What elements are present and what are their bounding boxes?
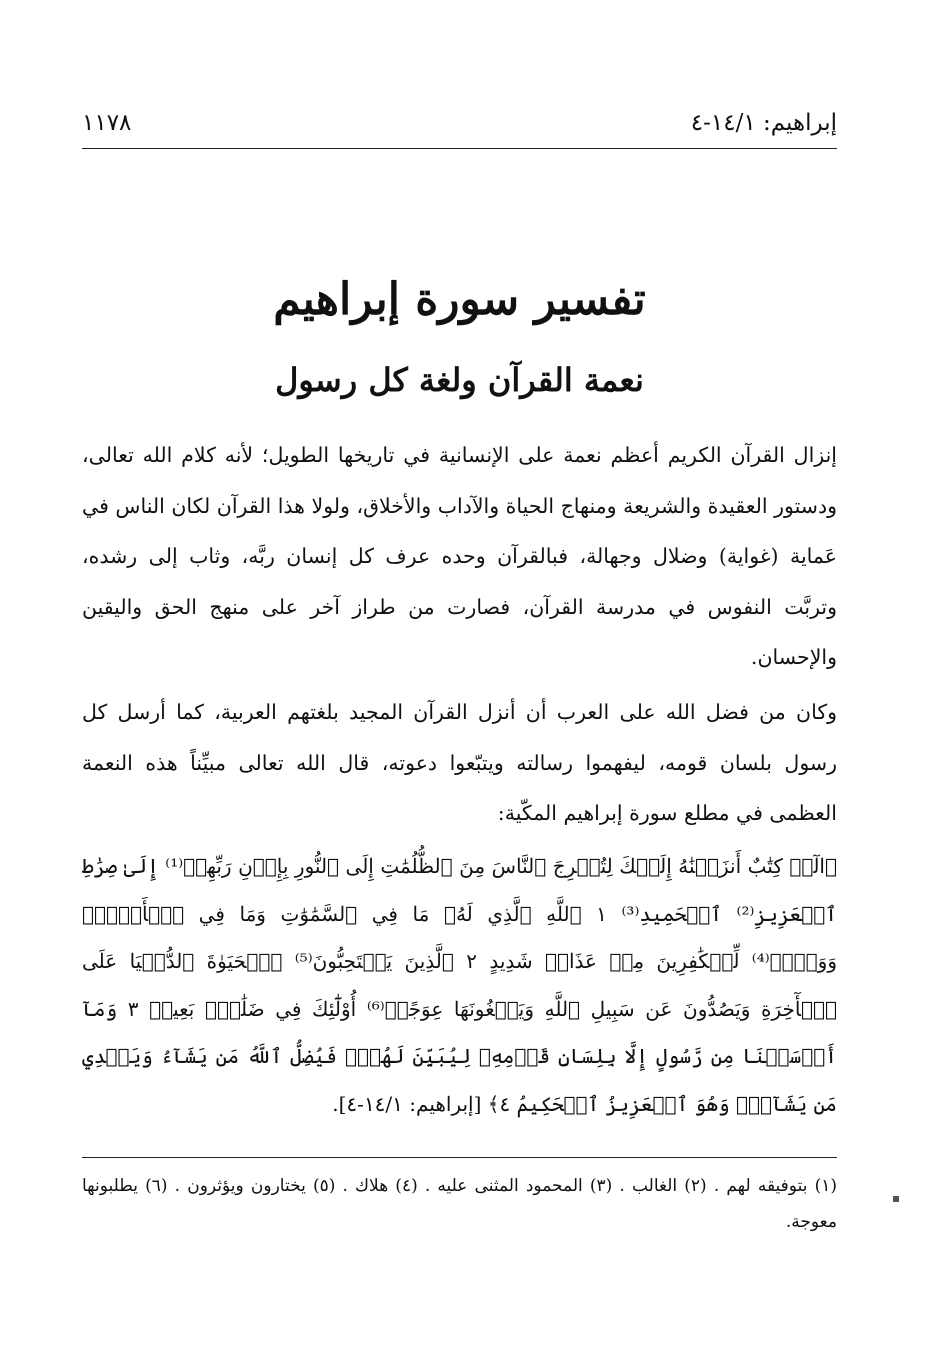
running-header (82, 108, 837, 144)
chapter-title: تفسير سورة إبراهيم (273, 274, 646, 325)
page-number: ١١٧٨ (82, 110, 132, 136)
body-paragraph: وكان من فضل الله على العرب أن أنزل القرآن المجيد بلغتهم العربية، كما أرسل كل رسول بلسان قومه، ليفهموا رسالته ويتبّعوا دعوته، قال الله تعالى مبيِّناً هذه النعمة العظمى في مطلع سورة إبراهيم المكّية: (82, 700, 837, 825)
body-paragraph: إنزال القرآن الكريم أعظم نعمة على الإنسانية في تاريخها الطويل؛ لأنه كلام الله تعالى، ودستور العقيدة والشريعة ومنهاج الحياة والآداب والأخلاق، ولولا هذا القرآن لكان الناس في عَماية (غواية) وضلال وجهالة، فبالقرآن وحده عرف كل إنسان ربَّه، وثاب إلى رشده، وتربَّت النفوس في مدرسة القرآن، فصارت من طراز آخر على منهج الحق واليقين والإحسان. (82, 443, 837, 669)
footnotes: (١) بتوفيقه لهم . (٢) الغالب . (٣) المحمود المثنى عليه . (٤) هلاك . (٥) يختارون ويؤثرون . (٦) يطلبونها معوجة. (82, 1176, 838, 1232)
footnote-divider (82, 1157, 837, 1158)
header-divider (82, 148, 837, 149)
margin-mark (893, 1196, 899, 1202)
surah-reference: إبراهيم: ١٤/١-٤ (690, 110, 837, 136)
quran-verses: ﴿الٓرۚ كِتَٰبٌ أَنزَلۡنَٰهُ إِلَيۡكَ لِتُخۡرِجَ ٱلنَّاسَ مِنَ ٱلظُّلُمَٰتِ إِلَى ٱلنُّورِ بِإِذۡنِ رَبِّهِمۡ⁽¹⁾ إِلَىٰ صِرَٰطِ ٱلۡعَزِيزِ⁽²⁾ ٱلۡحَمِيدِ⁽³⁾ ١ ٱللَّهِ ٱلَّذِي لَهُۥ مَا فِي ٱلسَّمَٰوَٰتِ وَمَا فِي ٱلۡأَرۡضِۗ وَوَيۡلٞ⁽⁴⁾ لِّلۡكَٰفِرِينَ مِنۡ عَذَابٖ شَدِيدٍ ٢ ٱلَّذِينَ يَسۡتَحِبُّونَ⁽⁵⁾ ٱلۡحَيَوٰةَ ٱلدُّنۡيَا عَلَى ٱلۡأٓخِرَةِ وَيَصُدُّونَ عَن سَبِيلِ ٱللَّهِ وَيَبۡغُونَهَا عِوَجًاۚ⁽⁶⁾ أُوْلَٰٓئِكَ فِي ضَلَٰلِۢ بَعِيدٖ ٣ وَمَآ أَرۡسَلۡنَا مِن رَّسُولٍ إِلَّا بِلِسَانِ قَوۡمِهِۦ لِيُبَيِّنَ لَهُمۡۖ فَيُضِلُّ ٱللَّهُ مَن يَشَآءُ وَيَهۡدِي مَن يَشَآءُۚ وَهُوَ ٱلۡعَزِيزُ ٱلۡحَكِيمُ ٤﴾ [إبراهيم: ١٤/١-٤]. (82, 854, 837, 1116)
section-subtitle: نعمة القرآن ولغة كل رسول (275, 361, 644, 399)
